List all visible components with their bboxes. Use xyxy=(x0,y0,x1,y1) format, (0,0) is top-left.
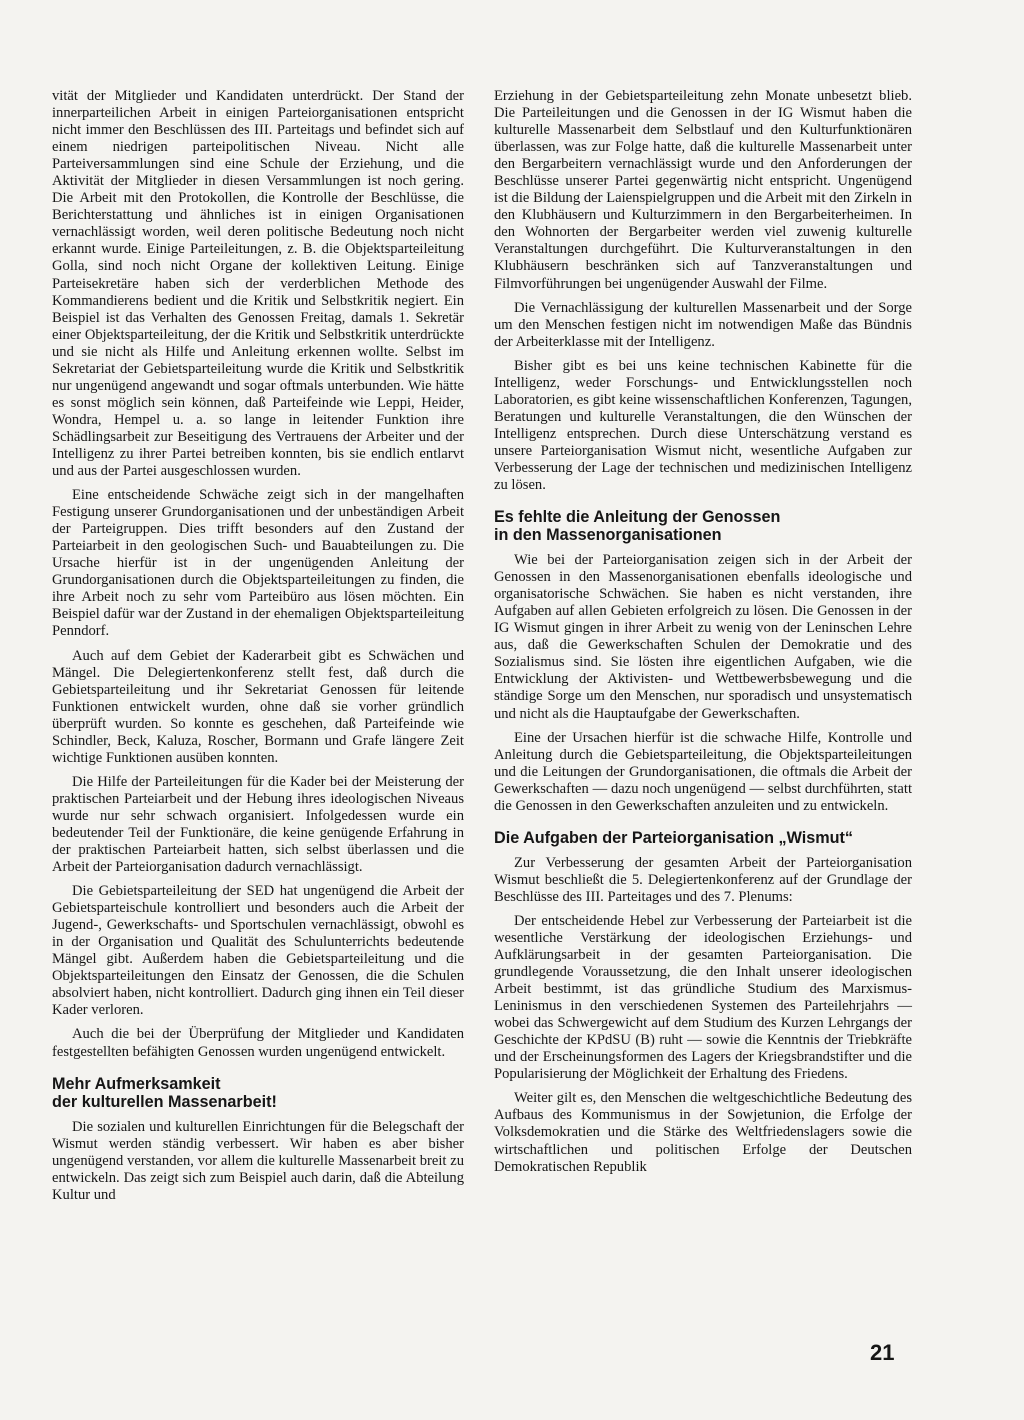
paragraph: Die sozialen und kulturellen Einrichtungen für die Belegschaft der Wismut werden ständig verbessert. Wir haben es aber bisher ungenügend verstanden, vor allem die kulturelle Massenarbeit breit zu entwickeln. Das zeigt sich zum Beispiel auch darin, daß die Abteilung Kultur und xyxy=(52,1118,464,1203)
right-column xyxy=(494,88,912,1183)
paragraph: Eine der Ursachen hierfür ist die schwache Hilfe, Kontrolle und Anleitung durch die Gebietsparteileitung, die Objektsparteileitungen und die Leitungen der Grundorganisationen, die oftmals die Arbeit der Gewerkschaften — dazu noch ungenügend — selbst durchführten, statt die Genossen in den Gewerkschaften anzuleiten und zu entwickeln. xyxy=(494,729,912,814)
paragraph: Zur Verbesserung der gesamten Arbeit der Parteiorganisation Wismut beschließt die 5. Delegiertenkonferenz auf der Grundlage der Beschlüsse des III. Parteitages und des 7. Plenums: xyxy=(494,854,912,905)
page-number: 21 xyxy=(870,1340,895,1365)
paragraph: vität der Mitglieder und Kandidaten unterdrückt. Der Stand der innerparteilichen Arbeit in einigen Parteiorganisationen entspricht nicht immer den Beschlüssen des III. Parteitags und befindet sich auf einem niedrigen parteipolitischen Niveau. Nicht alle Parteiversammlungen sind eine Schule der Erziehung, und die Aktivität der Mitglieder in diesen Versammlungen ist noch gering. Die Arbeit mit den Protokollen, die Kontrolle der Beschlüsse, die Berichterstattung und ähnliches ist in einigen Organisationen vernachlässigt worden, weil deren politische Bedeutung noch nicht erkannt wurde. Einige Parteileitungen, z. B. die Objektsparteileitung Golla, sind noch nicht Organe der kollektiven Leitung. Einige Parteisekretäre haben sich der verderblichen Methode des Kommandierens bedient und die Kritik und Selbstkritik negiert. Ein Beispiel ist das Verhalten des Genossen Freitag, damals 1. Sekretär einer Objektsparteileitung, der die Kritik und Selbstkritik unterdrückte und sie nicht als Hilfe und Anleitung erkennen wollte. Selbst im Sekretariat der Gebietsparteileitung wurde die Kritik und Selbstkritik nur ungenügend angewandt und sogar oftmals unterbunden. Wie hätte es sonst möglich sein können, daß Parteifeinde wie Leppi, Heider, Wondra, Hempel u. a. so lange in leitender Funktion ihre Schädlingsarbeit zur Beseitigung des Vertrauens der Arbeiter und der Intelligenz zu ihrer Partei betreiben konnten, bis sie endlich entlarvt und aus der Partei ausgeschlossen wurden. xyxy=(52,88,464,480)
paragraph: Erziehung in der Gebietsparteileitung zehn Monate unbesetzt blieb. Die Parteileitungen und die Genossen in der IG Wismut haben die kulturelle Massenarbeit dem Selbstlauf und den Kulturfunktionären überlassen, was zur Folge hatte, daß die kulturelle Massenarbeit unter den Bergarbeitern vernachlässigt wurde und den Anforderungen der Beschlüsse unserer Partei gegenwärtig nicht entspricht. Ungenügend ist die Bildung der Laienspielgruppen und die Arbeit mit den Zirkeln in den Klubhäusern und Kulturzimmern in den Bergarbeiterheimen. In den Wohnorten der Bergarbeiter werden viel zuwenig kulturelle Veranstaltungen durchgeführt. Die Kulturveranstaltungen in den Klubhäusern beschränken sich auf Tanzveranstaltungen und Filmvorführungen bei ungenügender Auswahl der Filme. xyxy=(494,88,912,292)
paragraph: Auch die bei der Überprüfung der Mitglieder und Kandidaten festgestellten befähigten Genossen wurden ungenügend entwickelt. xyxy=(52,1026,464,1060)
paragraph: Auch auf dem Gebiet der Kaderarbeit gibt es Schwächen und Mängel. Die Delegiertenkonferenz stellt fest, daß durch die Gebietsparteileitung und ihr Sekretariat Genossen für leitende Funktionen entwickelt wurden, ohne daß sie vorher gründlich überprüft wurden. So konnte es geschehen, daß Parteifeinde wie Schindler, Beck, Kaluza, Roscher, Bormann und Grafe längere Zeit wichtige Funktionen ausüben konnten. xyxy=(52,647,464,766)
section-heading xyxy=(494,508,912,544)
heading-line: Es fehlte die Anleitung der Genossen xyxy=(494,508,781,527)
paragraph: Die Vernachlässigung der kulturellen Massenarbeit und der Sorge um den Menschen festigen nicht im notwendigen Maße das Bündnis der Arbeiterklasse mit der Intelligenz. xyxy=(494,299,912,350)
left-column xyxy=(52,88,464,1211)
section-heading xyxy=(52,1075,464,1111)
paragraph: Die Gebietsparteileitung der SED hat ungenügend die Arbeit der Gebietsparteischule kontrolliert und besonders auch die Arbeit der Jugend-, Gewerkschafts- und Sportschulen vernachlässigt, obwohl es in der Organisation und Qualität des Schulunterrichts bedeutende Mängel gibt. Außerdem haben die Gebietsparteileitung und die Objektsparteileitungen den Einsatz der Genossen, die die Schulen absolviert haben, nicht kontrolliert. Dadurch ging ihnen ein Teil dieser Kader verloren. xyxy=(52,883,464,1019)
paragraph: Eine entscheidende Schwäche zeigt sich in der mangelhaften Festigung unserer Grundorganisationen und der unbeständigen Arbeit der Parteigruppen. Dies trifft besonders auf den Zustand der Parteiarbeit in den geologischen Such- und Bauabteilungen zu. Die Ursache hierfür ist in der ungenügenden Anleitung der Grundorganisationen durch die Objektsparteileitungen zu finden, die ihre Arbeit noch zu sehr vom Parteibüro aus lösen möchten. Ein Beispiel dafür war der Zustand in der ehemaligen Objektsparteileitung Penndorf. xyxy=(52,487,464,640)
heading-line: der kulturellen Massenarbeit! xyxy=(52,1092,277,1111)
heading-line: Die Aufgaben der Parteiorganisation „Wismut“ xyxy=(494,828,854,847)
section-heading xyxy=(494,829,912,847)
paragraph: Wie bei der Parteiorganisation zeigen sich in der Arbeit der Genossen in den Massenorganisationen ebenfalls ideologische und organisatorische Schwächen. Sie haben es nicht verstanden, ihre Aufgaben auf allen Gebieten erfolgreich zu lösen. Die Genossen in der IG Wismut gingen in ihrer Arbeit zu wenig von der Leninschen Lehre aus, daß die Gewerkschaften Schulen der Demokratie und des Sozialismus sind. Sie lösten ihre eigentlichen Aufgaben, wie die Entwicklung der Aktivisten- und Wettbewerbsbewegung und die ständige Sorge um den Menschen, nur sporadisch und unsystematisch und nicht als die Hauptaufgabe der Gewerkschaften. xyxy=(494,552,912,722)
paragraph: Weiter gilt es, den Menschen die weltgeschichtliche Bedeutung des Aufbaus des Kommunismus in der Sowjetunion, die Erfolge der Volksdemokratien und die Stärke des Weltfriedenslagers sowie die wirtschaftlichen und politischen Erfolge der Deutschen Demokratischen Republik xyxy=(494,1090,912,1175)
heading-line: in den Massenorganisationen xyxy=(494,526,722,545)
paragraph: Der entscheidende Hebel zur Verbesserung der Parteiarbeit ist die wesentliche Verstärkung der ideologischen Erziehungs- und Aufklärungsarbeit in der gesamten Parteiorganisation. Die grundlegende Voraussetzung, die den Inhalt unserer ideologischen Arbeit bestimmt, ist das gründliche Studium des Marxismus-Leninismus in den verschiedenen Systemen des Parteilehrjahrs — wobei das Schwergewicht auf dem Studium des Kurzen Lehrgangs der Geschichte der KPdSU (B) ruht — sowie die Kenntnis der Triebkräfte und der Erscheinungsformen des Lagers der Kriegsbrandstifter und die Popularisierung der Möglichkeit der Erhaltung des Friedens. xyxy=(494,912,912,1083)
paragraph: Bisher gibt es bei uns keine technischen Kabinette für die Intelligenz, weder Forschungs- und Entwicklungsstellen noch Laboratorien, es gibt keine wissenschaftlichen Konferenzen, Tagungen, Beratungen und kulturelle Veranstaltungen, die den Wünschen der Intelligenz entsprechen. Durch diese Unterschätzung verstand es unsere Parteiorganisation Wismut nicht, wesentliche Aufgaben zur Verbesserung der Lage der technischen und medizinischen Intelligenz zu lösen. xyxy=(494,357,912,494)
heading-line: Mehr Aufmerksamkeit xyxy=(52,1074,221,1093)
paragraph: Die Hilfe der Parteileitungen für die Kader bei der Meisterung der praktischen Parteiarbeit und der Hebung ihres ideologischen Niveaus wurde nur sehr schwach organisiert. Infolgedessen wurde ein bedeutender Teil der Funktionäre, die keine genügende Erfahrung in der praktischen Parteiarbeit hatten, sich selbst überlassen und die Arbeit der Parteiorganisation dadurch vernachlässigt. xyxy=(52,773,464,876)
